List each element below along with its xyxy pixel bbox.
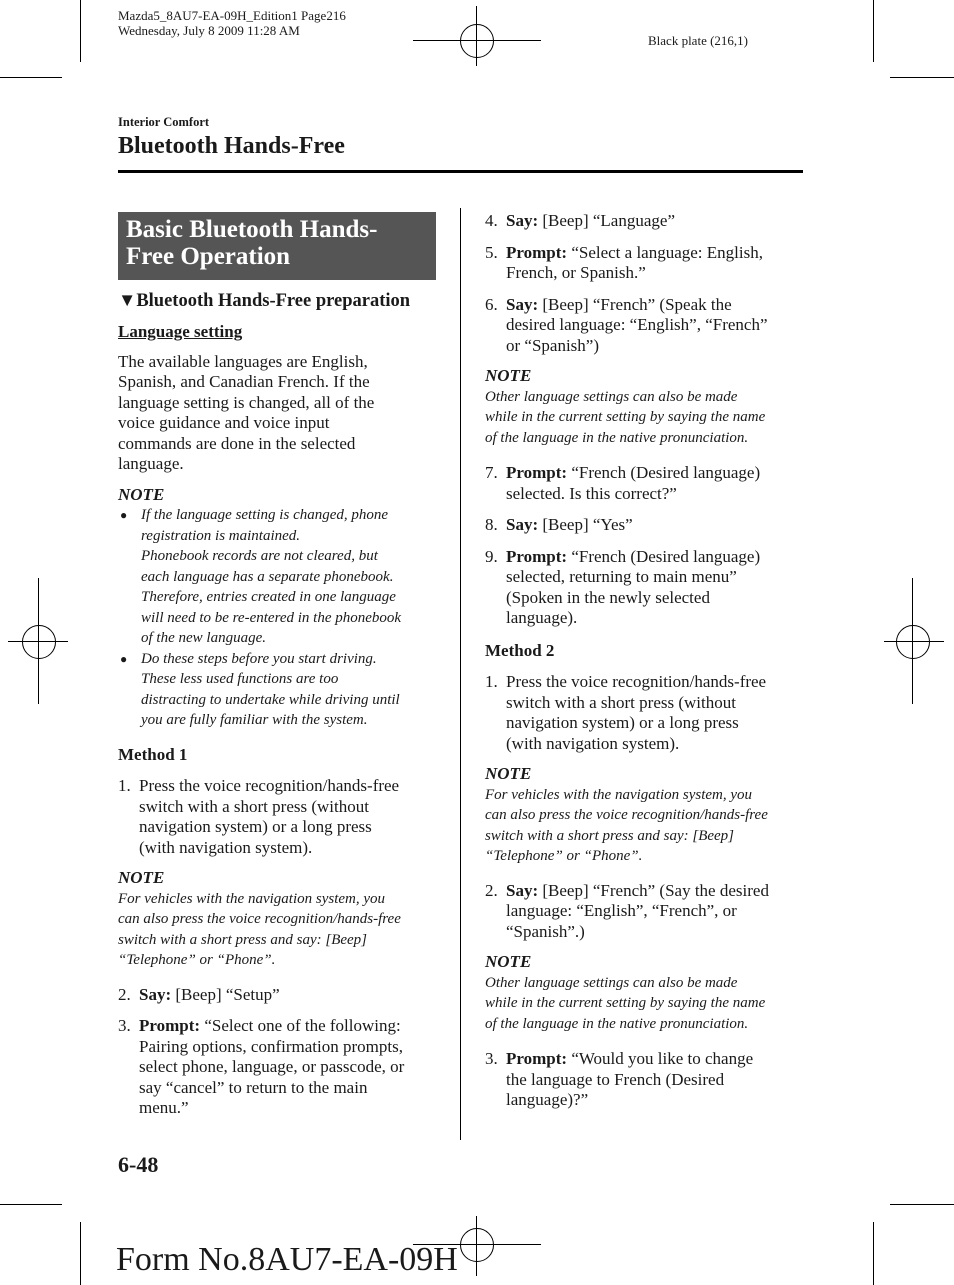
step-line: or “Spanish”) xyxy=(506,335,600,355)
method-2-step-2 xyxy=(485,881,805,943)
note-label: NOTE xyxy=(118,484,165,504)
step-line: the language to French (Desired xyxy=(506,1069,725,1089)
section-title-line-2: Free Operation xyxy=(126,243,291,270)
note-line: switch with a short press and say: [Beep] xyxy=(485,827,735,844)
header-rule xyxy=(118,170,803,173)
step-6 xyxy=(485,295,805,357)
note-text xyxy=(118,889,438,971)
form-number: Form No.8AU7-EA-09H xyxy=(116,1241,458,1278)
step-9 xyxy=(485,547,805,629)
note-line: switch with a short press and say: [Beep] xyxy=(118,931,368,948)
note-line: Other language settings can also be made xyxy=(485,388,738,405)
intro-line: language. xyxy=(118,454,184,473)
step-4 xyxy=(485,211,805,232)
step-line: Pairing options, confirmation prompts, xyxy=(139,1036,403,1056)
note-line: Other language settings can also be made xyxy=(485,974,738,991)
section-title-line-1: Basic Bluetooth Hands- xyxy=(126,216,378,243)
step-number: 1. xyxy=(118,776,131,795)
step-line: language). xyxy=(506,608,578,627)
bullet-icon: ● xyxy=(120,508,128,522)
step-line: Press the voice recognition/hands-free xyxy=(139,776,400,795)
bullet-line: will need to be re-entered in the phonebook xyxy=(141,609,402,626)
step-number: 2. xyxy=(118,984,131,1004)
note-text xyxy=(485,973,805,1035)
note-line: For vehicles with the navigation system, you xyxy=(485,786,753,803)
step-line: desired language: “English”, “French” xyxy=(506,315,768,334)
bullet-icon: ● xyxy=(120,651,128,666)
step-text: “French (Desired language) xyxy=(567,546,761,566)
step-number: 7. xyxy=(485,463,498,482)
page-title: Bluetooth Hands-Free xyxy=(118,133,345,159)
step-number: 1. xyxy=(485,672,498,691)
bullet-line: These less used functions are too xyxy=(141,671,339,687)
note-text xyxy=(485,785,805,867)
step-text: “Select a language: English, xyxy=(567,242,763,262)
method-1-heading: Method 1 xyxy=(118,744,188,764)
bullet-line: If the language setting is changed, phone xyxy=(141,507,389,523)
step-line: selected. Is this correct?” xyxy=(506,483,677,503)
method-2-step-3 xyxy=(485,1049,805,1111)
step-2 xyxy=(118,985,438,1006)
note-text xyxy=(485,387,805,449)
say-label: Say: xyxy=(506,294,539,314)
note-line: can also press the voice recognition/hands-free xyxy=(118,911,401,927)
note-line: while in the current setting by saying the name xyxy=(485,409,766,425)
bullet-line: Phonebook records are not cleared, but xyxy=(141,548,378,564)
step-text: “Select one of the following: xyxy=(200,1016,401,1035)
step-line: select phone, language, or passcode, or xyxy=(139,1057,405,1076)
bullet-line: Therefore, entries created in one language xyxy=(141,589,396,605)
step-line: (Spoken in the newly selected xyxy=(506,587,710,607)
intro-line: The available languages are English, xyxy=(118,351,368,371)
say-label: Say: xyxy=(506,880,539,900)
print-slug xyxy=(118,8,346,38)
note-line: of the language in the native pronunciation. xyxy=(485,1015,749,1032)
triangle-marker-icon: ▼ xyxy=(118,291,137,311)
step-line: say “cancel” to return to the main xyxy=(139,1077,368,1097)
step-line: Press the voice recognition/hands-free xyxy=(506,672,767,691)
step-1 xyxy=(118,776,438,858)
prompt-label: Prompt: xyxy=(506,1049,568,1068)
step-text: “French (Desired language) xyxy=(567,463,761,482)
section-title-box xyxy=(118,212,436,280)
intro-line: Spanish, and Canadian French. If the xyxy=(118,372,370,391)
intro-paragraph xyxy=(118,352,438,475)
page-number: 6-48 xyxy=(118,1152,159,1177)
prompt-label: Prompt: xyxy=(506,546,568,566)
note-label: NOTE xyxy=(485,366,532,385)
plate-label: Black plate (216,1) xyxy=(648,33,748,48)
step-8 xyxy=(485,515,805,536)
step-3 xyxy=(118,1016,438,1119)
prompt-label: Prompt: xyxy=(139,1016,201,1035)
step-line: menu.” xyxy=(139,1098,189,1117)
left-column xyxy=(118,212,438,1119)
step-7 xyxy=(485,463,805,504)
bullet-line: distracting to undertake while driving until xyxy=(141,691,400,708)
step-line: (with navigation system). xyxy=(506,733,680,753)
bullet-line: Do these steps before you start driving. xyxy=(141,650,377,667)
note-label: NOTE xyxy=(485,764,532,783)
subheading-text: Bluetooth Hands-Free preparation xyxy=(136,291,411,311)
bullet-line: registration is maintained. xyxy=(141,527,301,544)
step-line: navigation system) or a long press xyxy=(139,817,372,836)
bullet-line: you are fully familiar with the system. xyxy=(141,712,368,728)
note-bullet xyxy=(118,649,438,731)
note-label: NOTE xyxy=(118,868,165,887)
bullet-line: of the new language. xyxy=(141,630,266,646)
say-label: Say: xyxy=(506,211,539,230)
note-line: while in the current setting by saying the name xyxy=(485,995,766,1011)
step-number: 6. xyxy=(485,294,498,314)
note-label: NOTE xyxy=(485,952,532,971)
note-line: For vehicles with the navigation system, you xyxy=(118,890,386,907)
bullet-line: each language has a separate phonebook. xyxy=(141,568,394,585)
method-2-heading: Method 2 xyxy=(485,640,555,660)
intro-line: voice guidance and voice input xyxy=(118,413,330,432)
prompt-label: Prompt: xyxy=(506,463,568,482)
note-bullets xyxy=(118,505,438,731)
intro-line: commands are done in the selected xyxy=(118,433,356,453)
step-line: navigation system) or a long press xyxy=(506,713,739,732)
note-line: “Telephone” or “Phone”. xyxy=(118,952,276,968)
step-number: 5. xyxy=(485,242,498,262)
step-line: French, or Spanish.” xyxy=(506,263,646,282)
step-line: language)?” xyxy=(506,1090,589,1109)
step-text: [Beep] “Language” xyxy=(538,211,675,230)
note-bullet xyxy=(118,505,438,649)
note-line: can also press the voice recognition/hands-free xyxy=(485,807,768,823)
step-text: [Beep] “French” (Say the desired xyxy=(538,880,769,900)
step-text: “Would you like to change xyxy=(567,1049,754,1068)
say-label: Say: xyxy=(139,984,172,1004)
prompt-label: Prompt: xyxy=(506,242,568,262)
step-text: [Beep] “French” (Speak the xyxy=(538,294,732,314)
step-line: language: “English”, “French”, or xyxy=(506,901,737,920)
method-2-step-1 xyxy=(485,672,805,754)
step-line: switch with a short press (without xyxy=(139,796,369,816)
step-text: [Beep] “Setup” xyxy=(171,984,280,1004)
say-label: Say: xyxy=(506,515,539,534)
chapter-label: Interior Comfort xyxy=(118,115,210,129)
note-line: “Telephone” or “Phone”. xyxy=(485,848,643,864)
slug-line-1: Mazda5_8AU7-EA-09H_Edition1 Page216 xyxy=(118,8,346,23)
slug-line-2: Wednesday, July 8 2009 11:28 AM xyxy=(118,23,300,38)
step-line: “Spanish”.) xyxy=(506,921,585,941)
step-line: selected, returning to main menu” xyxy=(506,567,737,586)
step-text: [Beep] “Yes” xyxy=(538,515,633,534)
step-line: switch with a short press (without xyxy=(506,692,736,712)
step-number: 9. xyxy=(485,546,498,566)
step-number: 8. xyxy=(485,515,498,534)
intro-line: language setting is changed, all of the xyxy=(118,392,375,412)
step-number: 2. xyxy=(485,880,498,900)
step-5 xyxy=(485,243,805,284)
step-line: (with navigation system). xyxy=(139,837,313,857)
step-number: 3. xyxy=(118,1016,131,1035)
column-divider xyxy=(460,208,461,1140)
step-number: 3. xyxy=(485,1049,498,1068)
step-number: 4. xyxy=(485,211,498,230)
subheading xyxy=(118,290,438,312)
language-setting-heading: Language setting xyxy=(118,322,243,341)
right-column xyxy=(485,211,805,1111)
note-line: of the language in the native pronunciation. xyxy=(485,429,749,446)
